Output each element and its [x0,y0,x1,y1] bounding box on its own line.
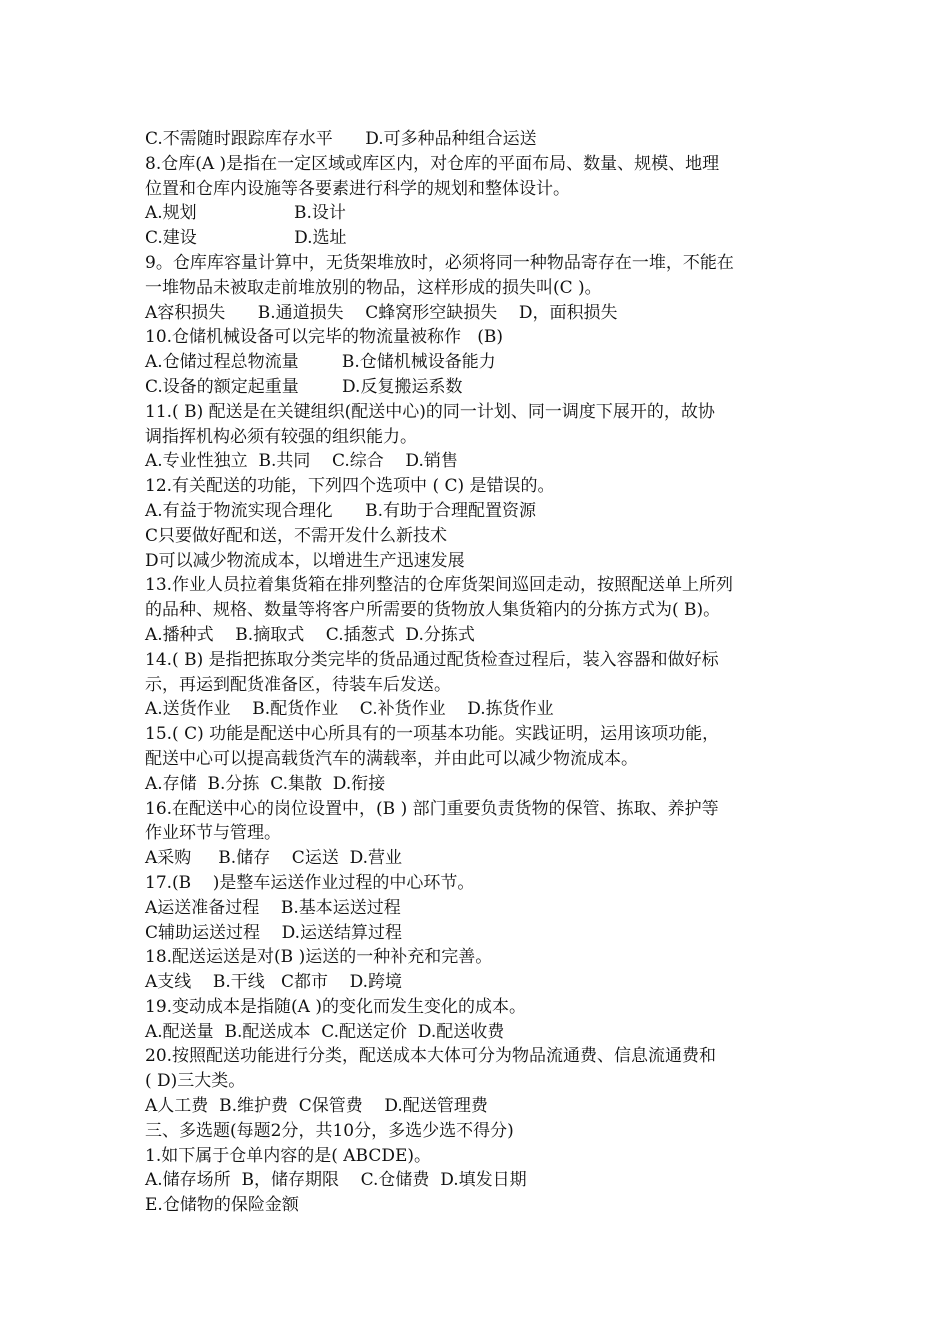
text-line: 的品种、规格、数量等将客户所需要的货物放人集货箱内的分拣方式为( B)。 [145,600,721,621]
options-line: A.播种式 B.摘取式 C.插葱式 D.分拣式 [145,624,475,645]
question-16-line: 16.在配送中心的岗位设置中，(B ) 部门重要负责货物的保管、拣取、养护等 [145,798,719,819]
text-line: 一堆物品未被取走前堆放别的物品，这样形成的损失叫(C )。 [145,277,602,298]
question-17-line: 17.(B )是整车运送作业过程的中心环节。 [145,872,475,893]
options-line: A.规划 B.设计 [145,203,346,224]
question-13-line: 13.作业人员拉着集货箱在排列整洁的仓库货架间巡回走动，按照配送单上所列 [145,575,734,596]
options-line: D可以减少物流成本，以增进生产迅速发展 [145,550,465,571]
question-8-line: 8.仓库(A )是指在一定区域或库区内，对仓库的平面布局、数量、规模、地理 [145,153,720,174]
text-line: 配送中心可以提高载货汽车的满载率，并由此可以减少物流成本。 [145,748,638,769]
question-19-line: 19.变动成本是指随(A )的变化而发生变化的成本。 [145,996,526,1017]
options-line: C只要做好配和送，不需开发什么新技术 [145,525,448,546]
options-line: A.仓储过程总物流量 B.仓储机械设备能力 [145,352,496,373]
options-line: C辅助运送过程 D.运送结算过程 [145,922,403,943]
text-line: 作业环节与管理。 [145,823,281,844]
multi-question-1-line: 1.如下属于仓单内容的是( ABCDE)。 [145,1145,432,1166]
text-line: C.不需随时跟踪库存水平 D.可多种品种组合运送 [145,129,537,149]
question-14-line: 14.( B) 是指把拣取分类完毕的货品通过配货检查过程后，装入容器和做好标 [145,649,719,670]
options-line: C.设备的额定起重量 D.反复搬运系数 [145,376,463,397]
options-line: C.建设 D.选址 [145,228,347,249]
options-line: A采购 B.储存 C运送 D.营业 [145,848,403,869]
question-15-line: 15.( C) 功能是配送中心所具有的一项基本功能。实践证明，运用该项功能， [145,724,720,745]
document-body [145,127,825,1218]
options-line: A.送货作业 B.配货作业 C.补货作业 D.拣货作业 [145,699,554,720]
question-20-line: 20.按照配送功能进行分类，配送成本大体可分为物品流通费、信息流通费和 [145,1046,717,1067]
question-10-line: 10.仓储机械设备可以完毕的物流量被称作 (B) [145,327,504,348]
options-line: A.储存场所 B，储存期限 C.仓储费 D.填发日期 [145,1170,527,1191]
options-line: A.配送量 B.配送成本 C.配送定价 D.配送收费 [145,1021,505,1042]
question-12-line: 12.有关配送的功能，下列四个选项中 ( C) 是错误的。 [145,476,555,497]
options-line: A.专业性独立 B.共同 C.综合 D.销售 [145,451,458,472]
options-line: A容积损失 B.通道损失 C蜂窝形空缺损失 D，面积损失 [145,302,618,323]
section-heading: 三、多选题(每题2分，共10分，多选少选不得分) [145,1120,514,1141]
options-line: A.有益于物流实现合理化 B.有助于合理配置资源 [145,500,536,521]
text-line: 调指挥机构必须有较强的组织能力。 [145,426,417,447]
question-18-line: 18.配送运送是对(B )运送的一种补充和完善。 [145,947,493,968]
text-line: 示，再运到配货准备区，待装车后发送。 [145,674,451,695]
text-line: 位置和仓库内设施等各要素进行科学的规划和整体设计。 [145,178,570,199]
options-line: A人工费 B.维护费 C保管费 D.配送管理费 [145,1096,488,1117]
options-line: A支线 B.干线 C都市 D.跨境 [145,972,403,993]
question-9-line: 9。仓库库容量计算中，无货架堆放时，必须将同一种物品寄存在一堆，不能在 [145,252,734,273]
options-line: E.仓储物的保险金额 [145,1195,299,1216]
options-line: A.存储 B.分拣 C.集散 D.衔接 [145,773,386,794]
options-line: A运送准备过程 B.基本运送过程 [145,897,401,918]
text-line: ( D)三大类。 [145,1071,246,1092]
question-11-line: 11.( B) 配送是在关键组织(配送中心)的同一计划、同一调度下展开的，故协 [145,401,715,422]
